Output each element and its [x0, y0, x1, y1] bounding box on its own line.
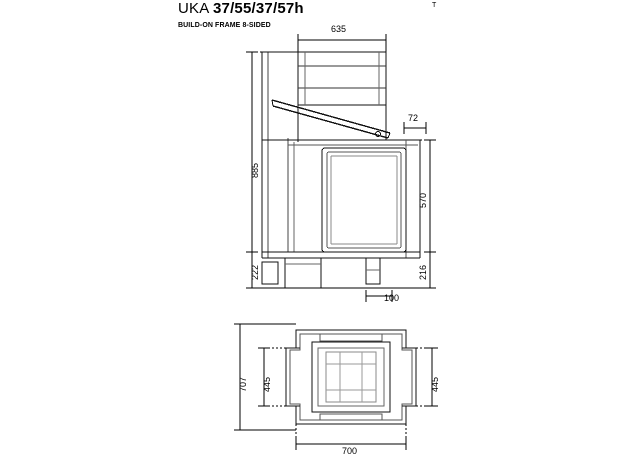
page-subtitle: BUILD-ON FRAME 8-SIDED	[178, 22, 271, 29]
dimension-label-707: 707	[238, 376, 248, 392]
corner-mark: T	[432, 2, 437, 9]
dimension-label-635: 635	[331, 24, 347, 34]
dimension-label-216: 216	[418, 264, 428, 280]
dimension-label-700: 700	[342, 446, 358, 456]
page-title	[178, 0, 304, 17]
dimension-label-445-left: 445	[262, 376, 272, 392]
title-prefix: UKA	[178, 0, 213, 17]
dimension-label-72: 72	[408, 113, 419, 123]
dimension-label-100: 100	[384, 293, 400, 303]
dimension-label-445-right: 445	[430, 376, 440, 392]
dimension-label-885: 885	[250, 162, 260, 178]
title-model: 37/55/37/57h	[212, 0, 304, 17]
dimension-label-570: 570	[418, 192, 428, 208]
dimension-label-222: 222	[250, 264, 260, 280]
